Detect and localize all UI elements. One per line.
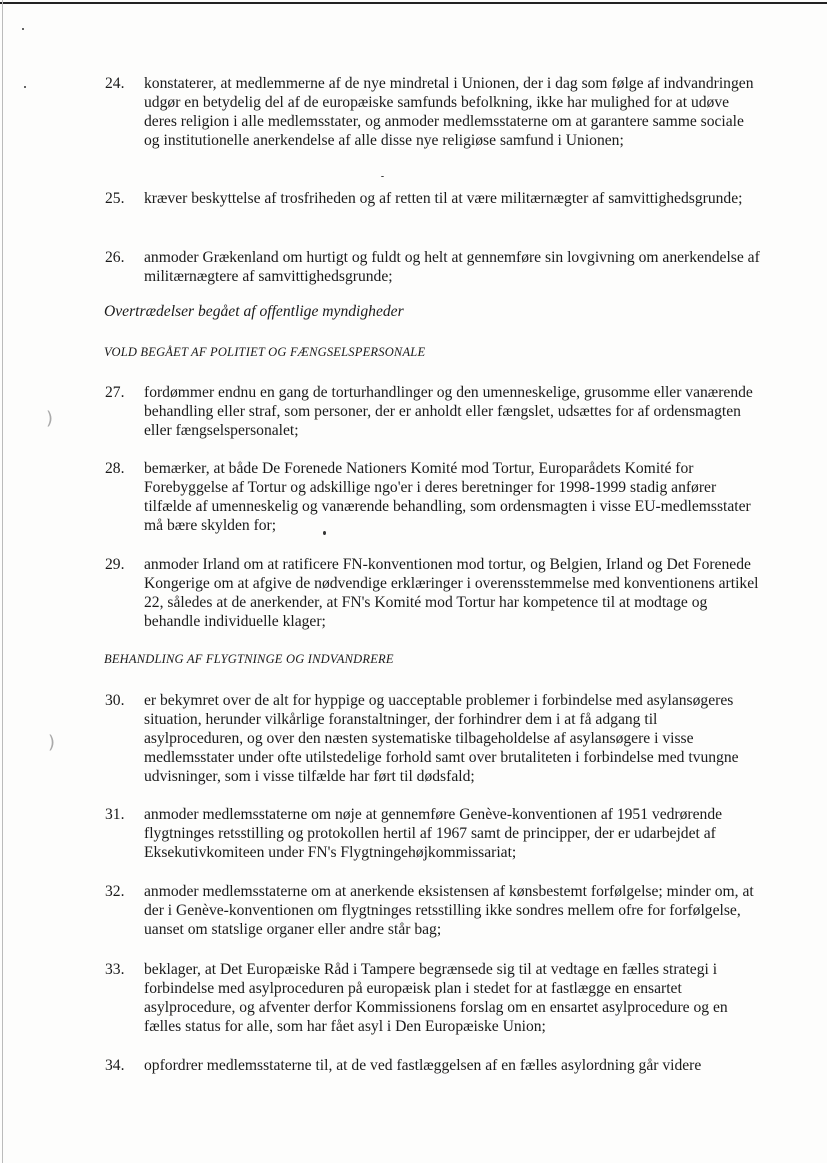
paragraph-number: 25. (105, 190, 125, 207)
scan-speck (24, 86, 26, 88)
paragraph-text: bemærker, at både De Forenede Nationers Komité mod Tortur, Europarådets Komité for Forebyggelse af Tortur og adskillige ngo'er i deres beretninger for 1998-1999 stadig anfører tilfælde af umenneskelig og vanærende behandling, som ordensmagten i visse EU-medlemsstater må bære skylden for; (144, 460, 751, 534)
paragraph-number: 29. (105, 556, 125, 573)
paragraph-text: anmoder Irland om at ratificere FN-konventionen mod tortur, og Belgien, Irland og Det Forenede Kongerige om at afgive de nødvendige erklæringer i overensstemmelse med konventionens artikel 22, således at de anerkender, at FN's Komité mod Tortur har kompetence til at modtage og behandle individuelle klager; (144, 556, 759, 630)
paragraph-number: 26. (105, 249, 125, 266)
paragraph-text: fordømmer endnu en gang de torturhandlinger og den umenneskelige, grusomme eller vanærende behandling eller straf, som personer, der er anholdt eller fængslet, udsættes for af ordensmagten eller fængselspersonalet; (144, 384, 753, 439)
paragraph-32 (105, 882, 760, 939)
paragraph-25 (105, 189, 760, 208)
paragraph-number: 33. (105, 961, 125, 978)
paragraph-number: 34. (105, 1057, 125, 1074)
left-scan-edge (2, 0, 3, 1163)
scan-speck (381, 176, 384, 177)
section-heading: Overtrædelser begået af offentlige myndigheder (104, 303, 404, 320)
margin-bracket-mark: ) (48, 732, 56, 753)
paragraph-31 (105, 805, 760, 862)
scan-speck (22, 28, 24, 30)
paragraph-text: anmoder Grækenland om hurtigt og fuldt og helt at gennemføre sin lovgivning om anerkendelse af militærnægtere af samvittighedsgrunde; (144, 249, 760, 285)
paragraph-number: 31. (105, 806, 125, 823)
paragraph-24 (105, 74, 760, 150)
paragraph-text: beklager, at Det Europæiske Råd i Tampere begrænsede sig til at vedtage en fælles strategi i forbindelse med asylproceduren på europæisk plan i stedet for at fastlægge en ensartet asylprocedure, og afventer derfor Kommissionens forslag om en ensartet asylprocedure og en fælles status for alle, som har fået asyl i Den Europæiske Union; (144, 961, 728, 1035)
paragraph-text: konstaterer, at medlemmerne af de nye mindretal i Unionen, der i dag som følge af indvandringen udgør en betydelig del af de europæiske samfunds befolkning, ikke har mulighed for at udøve deres religion i alle medlemsstater, og anmoder medlemsstaterne om at garantere samme sociale og institutionelle anerkendelse af alle disse nye religiøse samfund i Unionen; (144, 75, 754, 149)
paragraph-text: anmoder medlemsstaterne om at anerkende eksistensen af kønsbestemt forfølgelse; minder om, at der i Genève-konventionen om flygtninges retsstilling ikke sondres mellem ofre for forfølgelse, uanset om statslige organer eller andre står bag; (144, 883, 754, 938)
paragraph-text: er bekymret over de alt for hyppige og uacceptable problemer i forbindelse med asylansøgeres situation, herunder vilkårlige foranstaltninger, der forhindrer dem i at få adgang til asylproceduren, og over den næsten systematiske tilbageholdelse af asylansøgere i visse medlemsstater under ofte utilstedelige forhold samt over brutaliteten i forbindelse med tvungne udvisninger, som i visse tilfælde har ført til dødsfald; (144, 692, 739, 785)
paragraph-number: 24. (105, 75, 125, 92)
paragraph-number: 30. (105, 692, 125, 709)
paragraph-number: 28. (105, 460, 125, 477)
paragraph-text: kræver beskyttelse af trosfriheden og af retten til at være militærnægter af samvittighedsgrunde; (144, 190, 743, 207)
paragraph-34 (105, 1056, 760, 1075)
paragraph-number: 27. (105, 384, 125, 401)
paragraph-text: opfordrer medlemsstaterne til, at de ved fastlæggelsen af en fælles asylordning går videre (144, 1057, 702, 1074)
subsection-heading-police: VOLD BEGÅET AF POLITIET OG FÆNGSELSPERSONALE (104, 345, 426, 359)
paragraph-27 (105, 383, 760, 440)
paragraph-30 (105, 691, 760, 786)
paragraph-29 (105, 555, 760, 631)
paragraph-text: anmoder medlemsstaterne om nøje at gennemføre Genève-konventionen af 1951 vedrørende flygtninges retsstilling og protokollen hertil af 1967 samt de principper, der er udarbejdet af Eksekutivkomiteen under FN's Flygtningehøjkommissariat; (144, 806, 723, 861)
top-border-line (0, 2, 827, 4)
paragraph-26 (105, 248, 760, 286)
subsection-heading-refugees: BEHANDLING AF FLYGTNINGE OG INDVANDRERE (104, 652, 394, 666)
paragraph-number: 32. (105, 883, 125, 900)
margin-bracket-mark: ) (46, 408, 54, 429)
paragraph-28 (105, 459, 760, 535)
paragraph-33 (105, 960, 760, 1036)
